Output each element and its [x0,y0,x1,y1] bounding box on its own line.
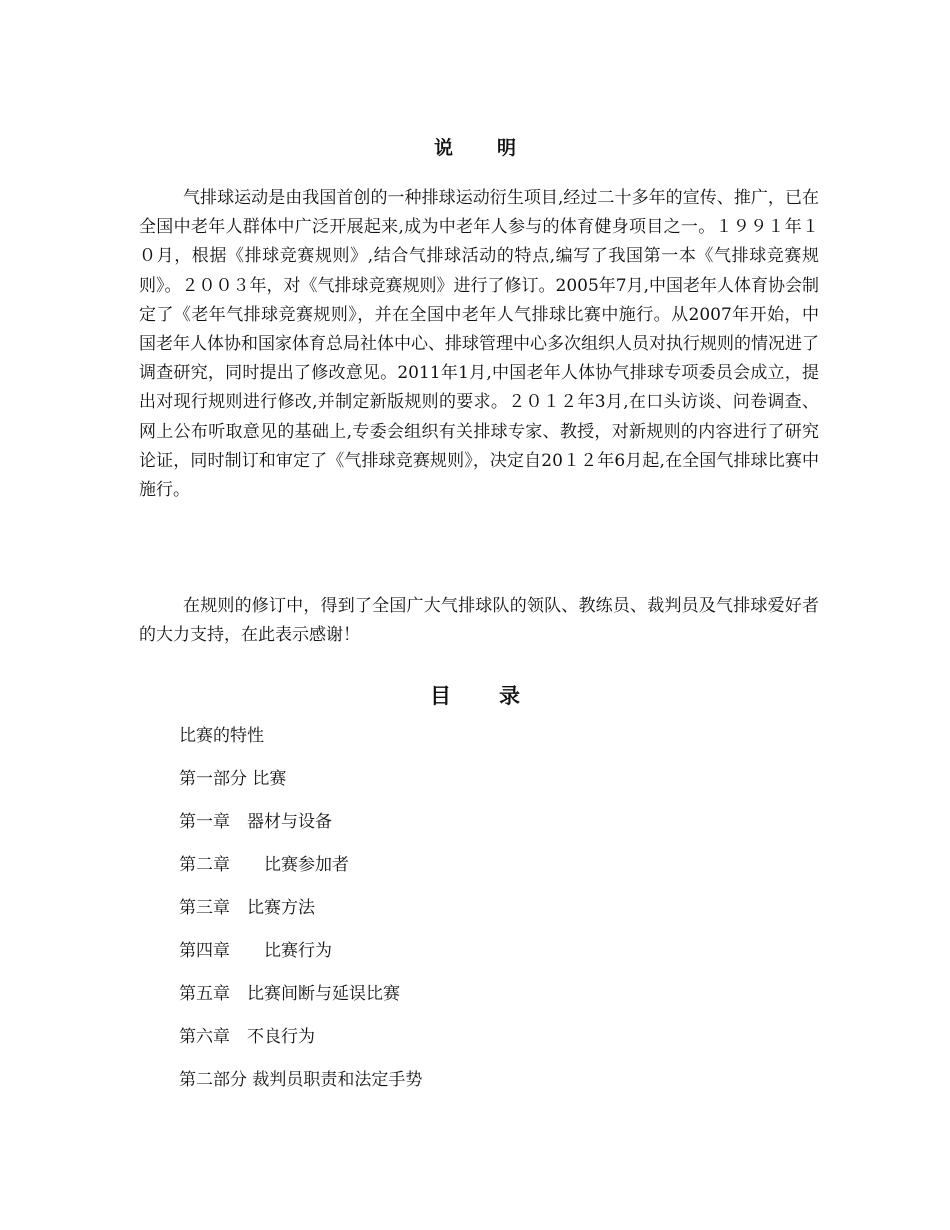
toc-heading [0,680,950,710]
explanation-heading-right: 明 [497,137,517,159]
toc-item-chapter-1: 第一章 器材与设备 [179,812,332,832]
toc-item-chapter-4: 第四章 比赛行为 [179,941,332,961]
toc-item-part-two: 第二部分 裁判员职责和法定手势 [179,1070,423,1090]
toc-item-characteristics: 比赛的特性 [179,726,264,746]
explanation-heading-left: 说 [433,137,453,159]
toc-item-chapter-5: 第五章 比赛间断与延误比赛 [179,984,400,1004]
explanation-paragraph-2: 在规则的修订中，得到了全国广大气排球队的领队、教练员、裁判员及气排球爱好者的大力支持，在此表示感谢！ [139,596,819,646]
toc-item-part-one: 第一部分 比赛 [179,769,287,789]
toc-item-chapter-6: 第六章 不良行为 [179,1027,315,1047]
toc-item-chapter-3: 第三章 比赛方法 [179,898,315,918]
toc-heading-left: 目 [430,684,451,708]
toc-heading-right: 录 [499,684,520,708]
toc-item-chapter-2: 第二章 比赛参加者 [179,855,349,875]
explanation-heading [0,133,950,160]
explanation-paragraph-1: 气排球运动是由我国首创的一种排球运动衍生项目,经过二十多年的宣传、推广，已在全国中老年人群体中广泛开展起来,成为中老年人参与的体育健身项目之一。１９９１年１０月，根据《排球竞赛规则》,结合气排球活动的特点,编写了我国第一本《气排球竞赛规则》。２００３年，对《气排球竞赛规则》进行了修订。2005年7月,中国老年人体育协会制定了《老年气排球竞赛规则》，并在全国中老年人气排球比赛中施行。从2007年开始，中国老年人体协和国家体育总局社体中心、排球管理中心多次组织人员对执行规则的情况进了调查研究，同时提出了修改意见。2011年1月,中国老年人体协气排球专项委员会成立，提出对现行规则进行修改,并制定新版规则的要求。２０１２年3月,在口头访谈、问卷调查、网上公布听取意见的基础上,专委会组织有关排球专家、教授，对新规则的内容进行了研究论证，同时制订和审定了《气排球竞赛规则》，决定自20１２年6月起,在全国气排球比赛中施行。 [139,188,819,501]
table-of-contents [179,722,422,1109]
